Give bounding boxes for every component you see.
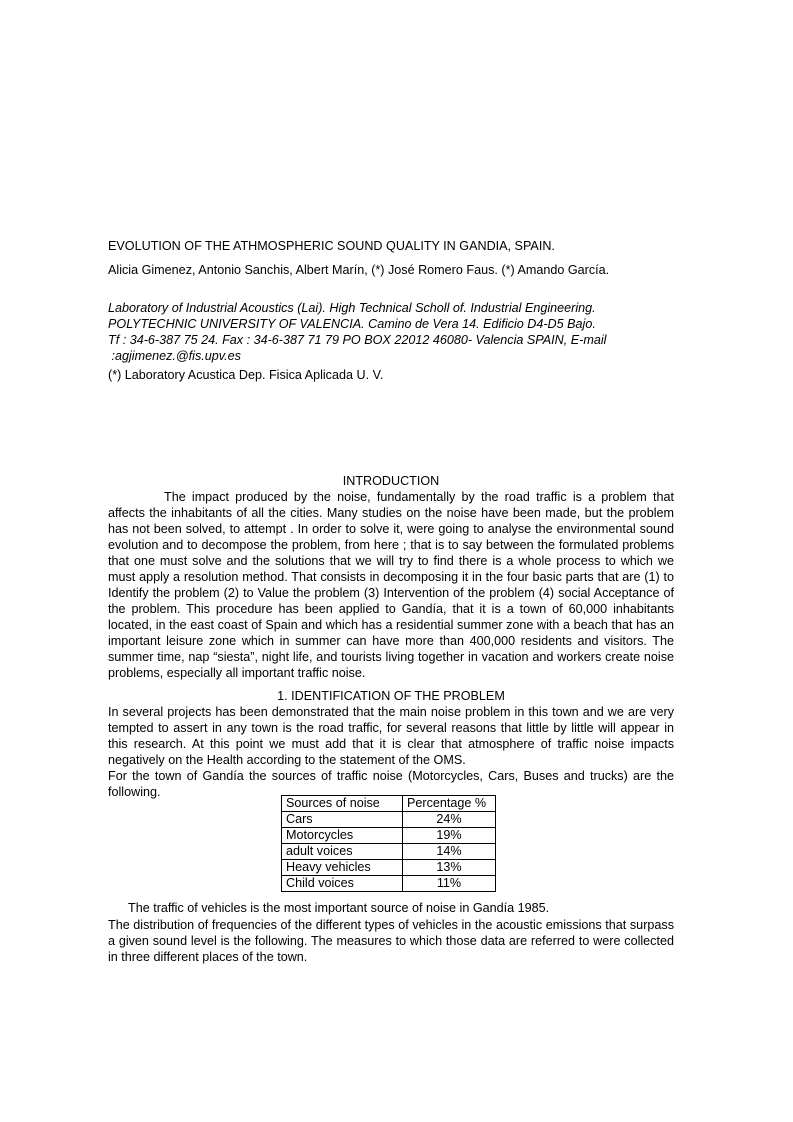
table-cell-source: Child voices xyxy=(282,876,403,892)
column-header-source: Sources of noise xyxy=(282,796,403,812)
noise-sources-table xyxy=(281,795,496,892)
table-header-row xyxy=(282,796,496,812)
table-cell-percentage: 14% xyxy=(403,844,496,860)
identification-heading: 1. IDENTIFICATION OF THE PROBLEM xyxy=(277,689,505,703)
introduction-heading: INTRODUCTION xyxy=(342,474,440,488)
identification-paragraph-2: For the town of Gandía the sources of traffic noise (Motorcycles, Cars, Buses and trucks) are the following. xyxy=(108,769,674,799)
table-cell-percentage: 11% xyxy=(403,876,496,892)
table-caption: The traffic of vehicles is the most important source of noise in Gandía 1985. xyxy=(128,901,550,915)
affiliation-line: POLYTECHNIC UNIVERSITY OF VALENCIA. Camino de Vera 14. Edificio D4-D5 Bajo. xyxy=(108,317,596,331)
affiliation-block xyxy=(108,300,606,364)
distribution-body xyxy=(108,917,674,965)
table-cell-source: adult voices xyxy=(282,844,403,860)
affiliation-email-line: :agjimenez.@fis.upv.es xyxy=(108,349,241,363)
table-cell-percentage: 24% xyxy=(403,812,496,828)
table-cell-source: Motorcycles xyxy=(282,828,403,844)
column-header-percentage: Percentage % xyxy=(403,796,496,812)
paper-title: EVOLUTION OF THE ATHMOSPHERIC SOUND QUALITY IN GANDIA, SPAIN. xyxy=(108,239,555,253)
table-row xyxy=(282,812,496,828)
identification-body xyxy=(108,704,674,800)
table-row xyxy=(282,860,496,876)
table-cell-percentage: 13% xyxy=(403,860,496,876)
affiliation-note: (*) Laboratory Acustica Dep. Fisica Aplicada U. V. xyxy=(108,368,384,382)
author-list: Alicia Gimenez, Antonio Sanchis, Albert Marín, (*) José Romero Faus. (*) Amando García. xyxy=(108,263,610,277)
table-row xyxy=(282,876,496,892)
identification-paragraph-1: In several projects has been demonstrated that the main noise problem in this town and we are very tempted to assert in any town is the road traffic, for several reasons that little by little will appear in this research. At this point we must add that it is clear that atmosphere of traffic noise impacts negatively on the Health according to the statement of the OMS. xyxy=(108,705,674,767)
table-cell-source: Heavy vehicles xyxy=(282,860,403,876)
table-row xyxy=(282,844,496,860)
table-row xyxy=(282,828,496,844)
table-cell-percentage: 19% xyxy=(403,828,496,844)
affiliation-line: Tf : 34-6-387 75 24. Fax : 34-6-387 71 79 PO BOX 22012 46080- Valencia SPAIN, E-mail xyxy=(108,333,607,347)
affiliation-line: Laboratory of Industrial Acoustics (Lai). High Technical Scholl of. Industrial Engineering. xyxy=(108,301,596,315)
table-cell-source: Cars xyxy=(282,812,403,828)
introduction-body xyxy=(108,489,674,681)
distribution-paragraph: The distribution of frequencies of the different types of vehicles in the acoustic emissions that surpass a given sound level is the following. The measures to which those data are referred to were collected in three different places of the town. xyxy=(108,918,674,964)
introduction-paragraph: The impact produced by the noise, fundamentally by the road traffic is a problem that affects the inhabitants of all the cities. Many studies on the noise have been made, but the problem has not been solved, to attempt . In order to solve it, were going to analyse the environmental sound evolution and to decompose the problem, from here ; that is to say between the formulated problems that one must solve and the solutions that we will try to find there is a whole process to which we must apply a resolution method. That consists in decomposing it in the four basic parts that are (1) to Identify the problem (2) to Value the problem (3) Intervention of the problem (4) social Acceptance of the problem. This procedure has been applied to Gandía, that it is a town of 60,000 inhabitants located, in the east coast of Spain and which has a residential summer zone with a beach that has an important leisure zone which in summer can have more than 400,000 residents and visitors. The summer time, nap “siesta”, night life, and tourists living together in vacation and workers create noise problems, especially all important traffic noise. xyxy=(108,490,674,680)
